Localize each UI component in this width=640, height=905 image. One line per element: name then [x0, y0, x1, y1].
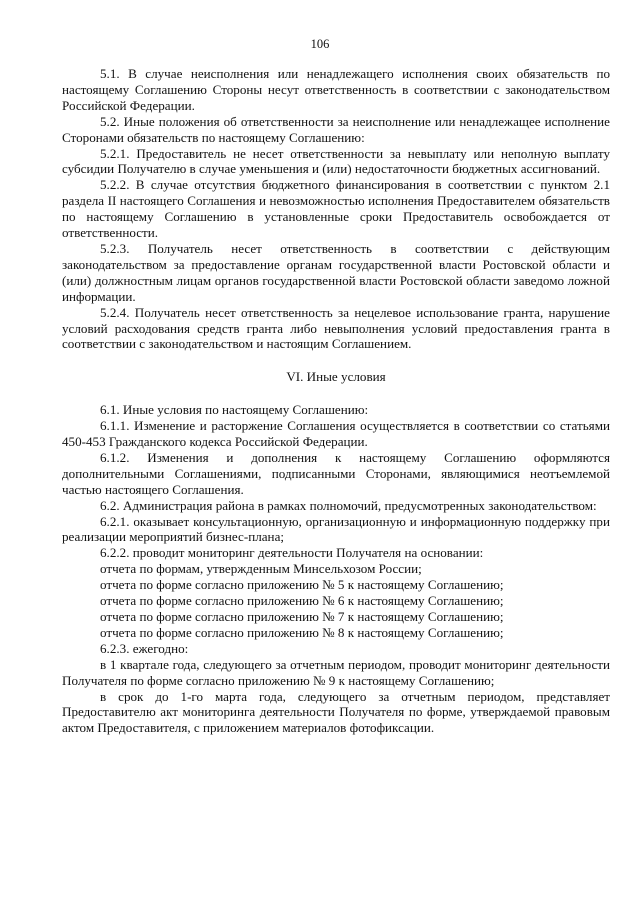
page-number: 106 [310, 37, 330, 51]
paragraph-5-2-1: 5.2.1. Предоставитель не несет ответственности за невыплату или неполную выплату субсидии Получателю в случае уменьшения и (или) недостаточности бюджетных ассигнований. [62, 145, 610, 177]
paragraph-6-2: 6.2. Администрация района в рамках полномочий, предусмотренных законодательством: [100, 497, 597, 513]
paragraph-monitoring-act: в срок до 1-го марта года, следующего за отчетным периодом, представляет Предоставителю акт мониторинга деятельности Получателя по форме, утверждаемой правовым актом Предоставителя, с приложением материалов фотофиксации. [62, 688, 610, 736]
paragraph-5-2-4: 5.2.4. Получатель несет ответственность за нецелевое использование гранта, нарушение условий расходования средств гранта либо невыполнения условий предоставления гранта в соответствии с законодательством и настоящим Соглашением. [62, 304, 610, 352]
paragraph-6-1-1: 6.1.1. Изменение и расторжение Соглашения осуществляется в соответствии со статьями 450-453 Гражданского кодекса Российской Федерации. [62, 418, 610, 450]
list-item-report-appendix-8: отчета по форме согласно приложению № 8 к настоящему Соглашению; [100, 624, 504, 640]
list-item-report-appendix-5: отчета по форме согласно приложению № 5 к настоящему Соглашению; [100, 577, 504, 593]
paragraph-6-2-1: 6.2.1. оказывает консультационную, организационную и информационную поддержку при реализации мероприятий бизнес-плана; [62, 513, 610, 545]
paragraph-5-2-2: 5.2.2. В случае отсутствия бюджетного финансирования в соответствии с пунктом 2.1 раздела II настоящего Соглашения и невозможностью исполнения Предоставителем обязательств по настоящему Соглашению в установленные сроки Предоставитель освобождается от ответственности. [62, 177, 610, 241]
paragraph-6-1: 6.1. Иные условия по настоящему Соглашению: [100, 402, 369, 418]
paragraph-5-2-3: 5.2.3. Получатель несет ответственность в соответствии с действующим законодательством за предоставление органам государственной власти Ростовской области и (или) должностным лицам органов государственной власти Ростовской области заведомо ложной информации. [62, 240, 610, 304]
paragraph-6-2-2: 6.2.2. проводит мониторинг деятельности Получателя на основании: [100, 545, 484, 561]
list-item-report-minselkhoz: отчета по формам, утвержденным Минсельхозом России; [100, 561, 422, 577]
paragraph-6-1-2: 6.1.2. Изменения и дополнения к настоящему Соглашению оформляются дополнительными Соглашениями, подписанными Сторонами, являющимися неотъемлемой частью настоящего Соглашения. [62, 449, 610, 497]
list-item-report-appendix-6: отчета по форме согласно приложению № 6 к настоящему Соглашению; [100, 593, 504, 609]
section-heading: VI. Иные условия [286, 369, 386, 385]
document-body [62, 66, 610, 736]
paragraph-5-1: 5.1. В случае неисполнения или ненадлежащего исполнения своих обязательств по настоящему Соглашению Стороны несут ответственность в соответствии с законодательством Российской Федерации. [62, 66, 610, 113]
paragraph-6-2-3: 6.2.3. ежегодно: [100, 640, 189, 656]
paragraph-5-2: 5.2. Иные положения об ответственности за неисполнение или ненадлежащее исполнение Сторонами обязательств по настоящему Соглашению: [62, 113, 610, 145]
paragraph-annual-monitoring: в 1 квартале года, следующего за отчетным периодом, проводит мониторинг деятельности Получателя по форме согласно приложению № 9 к настоящему Соглашению; [62, 656, 610, 688]
list-item-report-appendix-7: отчета по форме согласно приложению № 7 к настоящему Соглашению; [100, 609, 504, 624]
